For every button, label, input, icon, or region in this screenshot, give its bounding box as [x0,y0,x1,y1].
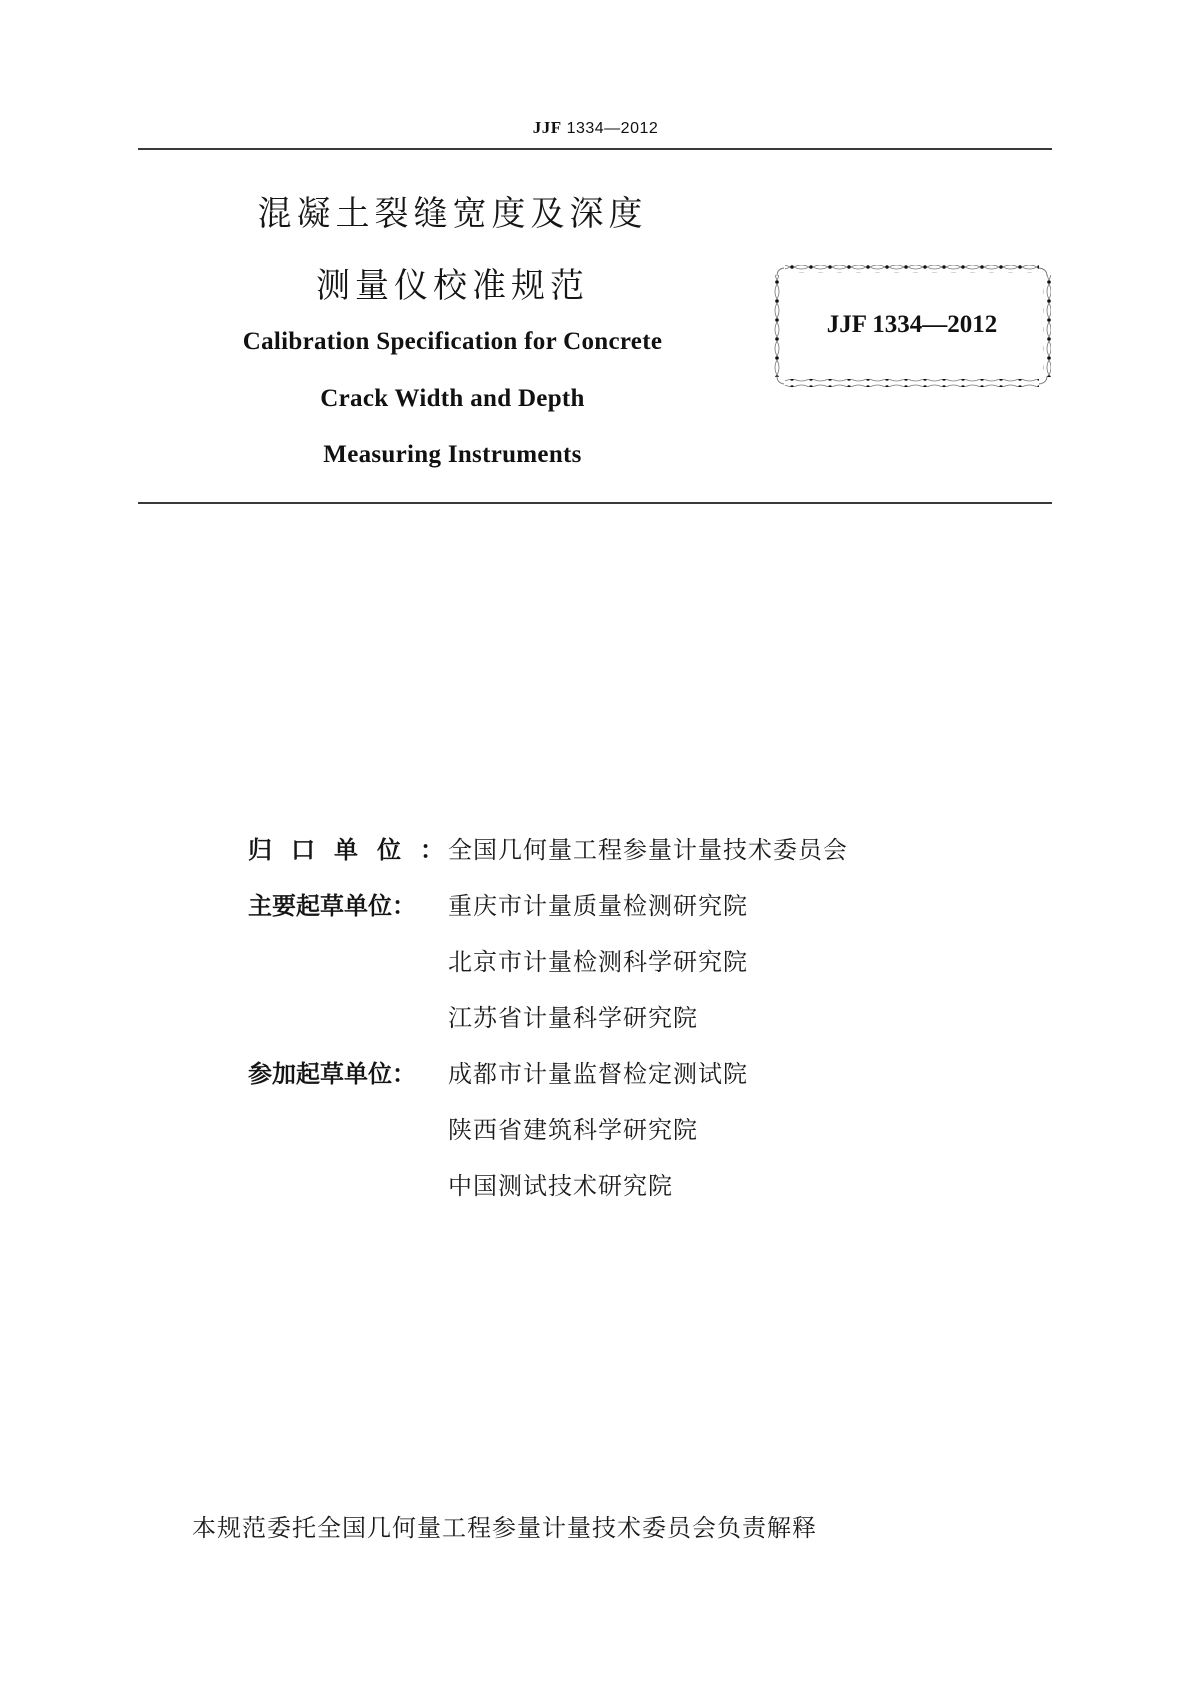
org-value: 全国几何量工程参量计量技术委员会 [448,836,848,864]
org-row-main-drafter [248,942,748,982]
org-row-participating-drafter [248,1110,698,1150]
org-value: 江苏省计量科学研究院 [448,1004,698,1032]
org-label-main-drafters: 主要起草单位： [248,892,416,920]
title-en-line-2: Crack Width and Depth [320,385,585,412]
title-cn-line-1: 混凝土裂缝宽度及深度 [257,194,648,234]
org-label-participating-drafters: 参加起草单位： [248,1060,416,1088]
standard-code-box [773,263,1051,389]
org-value: 中国测试技术研究院 [448,1172,673,1200]
org-value: 陕西省建筑科学研究院 [448,1116,698,1144]
org-row-main-drafter [248,886,748,926]
org-row-responsible [248,830,848,870]
top-rule [138,148,1052,150]
org-value: 成都市计量监督检定测试院 [448,1060,748,1088]
title-en-line-3: Measuring Instruments [323,441,582,468]
bottom-rule [138,502,1052,504]
title-en-line-1: Calibration Specification for Concrete [242,328,663,355]
org-value: 重庆市计量质量检测研究院 [448,892,748,920]
header-code-prefix: JJF [532,118,562,137]
running-header-code [0,118,1191,138]
org-row-main-drafter [248,998,698,1038]
org-value: 北京市计量检测科学研究院 [448,948,748,976]
standard-code: JJF 1334—2012 [826,311,998,338]
org-label-responsible: 归口单位： [248,836,463,864]
title-cn-line-2: 测量仪校准规范 [316,266,589,306]
interpretation-note: 本规范委托全国几何量工程参量计量技术委员会负责解释 [192,1514,817,1542]
header-code-number: 1334—2012 [561,120,659,137]
org-row-participating-drafter [248,1054,748,1094]
org-row-participating-drafter [248,1166,673,1206]
